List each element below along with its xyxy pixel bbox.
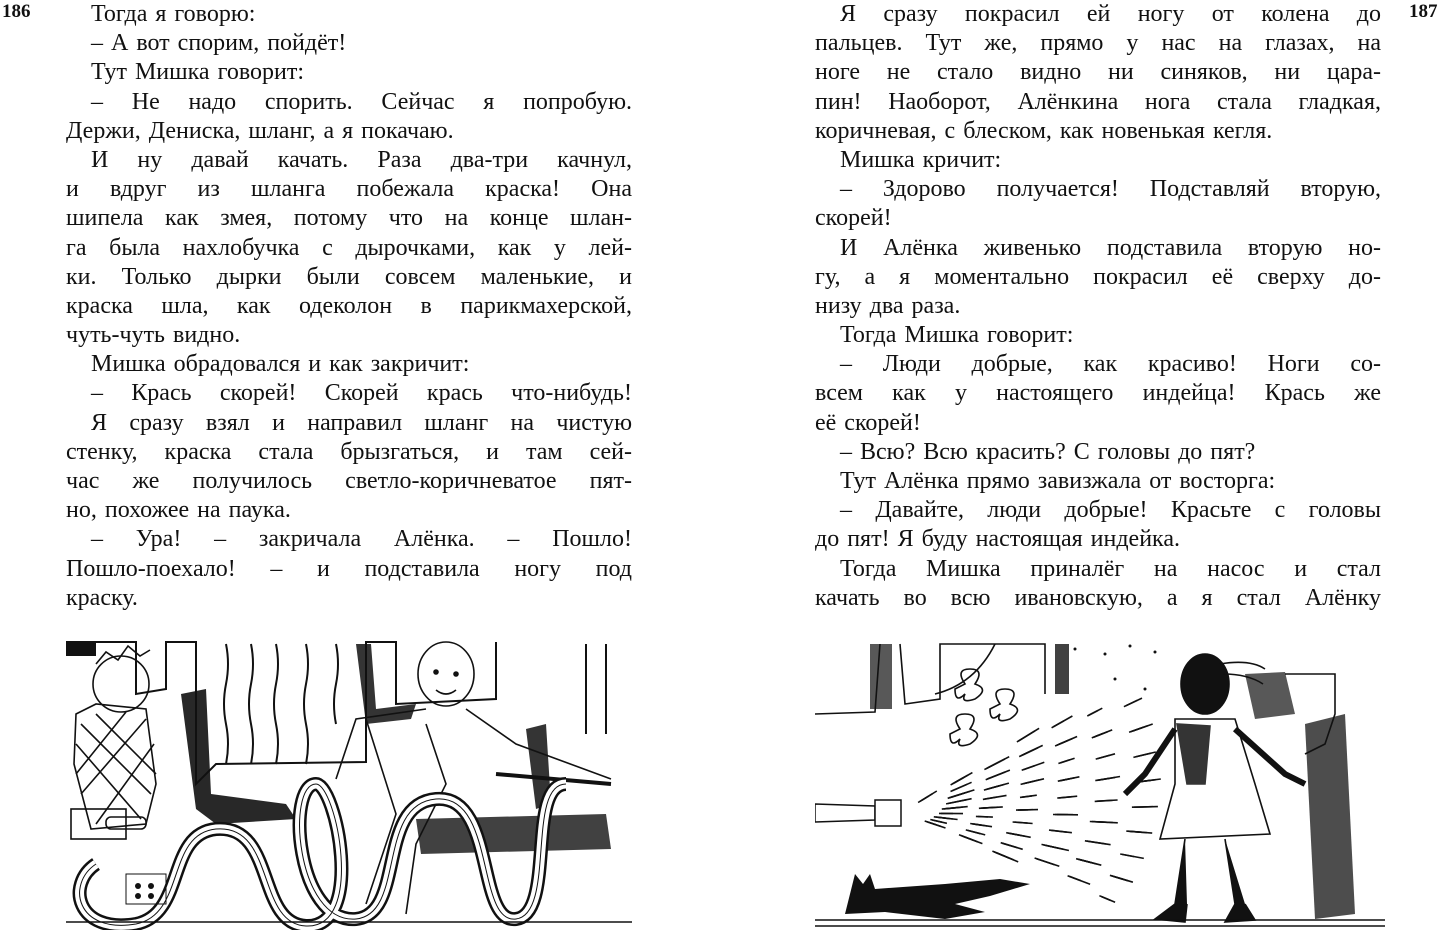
text-line: качать во всю ивановскую, а я стал Алёнку xyxy=(815,584,1381,611)
text-line: Тогда Мишка говорит: xyxy=(840,322,1074,349)
right-page xyxy=(722,0,1445,932)
text-line: час же получилось светло-коричневатое пят- xyxy=(66,468,632,494)
text-line: гу, а я моментально покрасил её сверху до- xyxy=(815,263,1381,290)
text-line: пальцев. Тут же, прямо у нас на глазах, на xyxy=(815,30,1381,57)
text-line: И Алёнка живенько подставила вторую но- xyxy=(840,234,1381,261)
text-line: Я сразу покрасил ей ногу от колена до xyxy=(840,1,1381,27)
text-line: и вдруг из шланга побежала краска! Она xyxy=(66,176,632,203)
text-line: ноге не стало видно ни синяков, ни цара- xyxy=(815,59,1381,86)
text-line: низу два раза. xyxy=(815,292,961,319)
text-line: до пят! Я буду настоящая индейка. xyxy=(815,526,1180,553)
text-line: Мишка кричит: xyxy=(840,146,1002,173)
text-line: Тогда я говорю: xyxy=(91,1,256,27)
text-line: стенку, краска стала брызгаться, и там сей- xyxy=(66,438,632,465)
text-column xyxy=(815,0,1381,613)
text-line: коричневая, с блеском, как новенькая кегля. xyxy=(815,117,1273,144)
text-line: – Всю? Всю красить? С головы до пят? xyxy=(840,438,1256,465)
text-line: Тут Мишка говорит: xyxy=(91,59,304,86)
text-line: И ну давай качать. Раза два-три качнул, xyxy=(91,146,632,173)
left-page xyxy=(0,0,720,932)
text-column xyxy=(66,0,632,613)
text-line: ки. Только дырки были совсем маленькие, и xyxy=(66,263,632,290)
text-line: – А вот спорим, пойдёт! xyxy=(91,30,347,57)
text-line: га была нахлобучка с дырочками, как у лей- xyxy=(66,234,632,261)
text-line: Пошло-поехало! – и подставила ногу под xyxy=(66,555,632,582)
girl-spray-drawing-icon xyxy=(815,634,1385,930)
text-line: – Крась скорей! Скорей крась что-нибудь! xyxy=(91,380,632,407)
text-line: – Ура! – закричала Алёнка. – Пошло! xyxy=(91,526,632,553)
text-line: – Не надо спорить. Сейчас я попробую. xyxy=(91,88,632,115)
illustration-boys-with-hose xyxy=(66,634,632,930)
text-line: её скорей! xyxy=(815,409,921,436)
text-line: скорей! xyxy=(815,205,892,232)
text-line: Тут Алёнка прямо завизжала от восторга: xyxy=(840,468,1276,494)
text-line: Я сразу взял и направил шланг на чистую xyxy=(91,409,632,436)
page-number: 187 xyxy=(1409,1,1438,22)
boys-hose-drawing-icon xyxy=(66,634,632,930)
text-line: всем как у настоящего индейца! Крась же xyxy=(815,380,1381,407)
text-line: – Люди добрые, как красиво! Ноги со- xyxy=(840,351,1381,378)
page-number: 186 xyxy=(2,1,31,22)
text-line: Держи, Дениска, шланг, а я покачаю. xyxy=(66,117,454,144)
text-line: краску. xyxy=(66,584,138,611)
text-line: краска шла, как одеколон в парикмахерской, xyxy=(66,292,632,319)
text-line: Мишка обрадовался и как закричит: xyxy=(91,351,470,378)
text-line: чуть-чуть видно. xyxy=(66,322,241,349)
text-line: – Давайте, люди добрые! Красьте с головы xyxy=(840,497,1381,524)
text-line: Тогда Мишка приналёг на насос и стал xyxy=(840,555,1381,582)
text-line: но, похожее на паука. xyxy=(66,497,291,524)
text-line: шипела как змея, потому что на конце шлан- xyxy=(66,205,632,232)
illustration-girl-sprayed-with-paint xyxy=(815,634,1385,930)
text-line: пин! Наоборот, Алёнкина нога стала гладкая, xyxy=(815,88,1381,115)
text-line: – Здорово получается! Подставляй вторую, xyxy=(840,176,1381,203)
